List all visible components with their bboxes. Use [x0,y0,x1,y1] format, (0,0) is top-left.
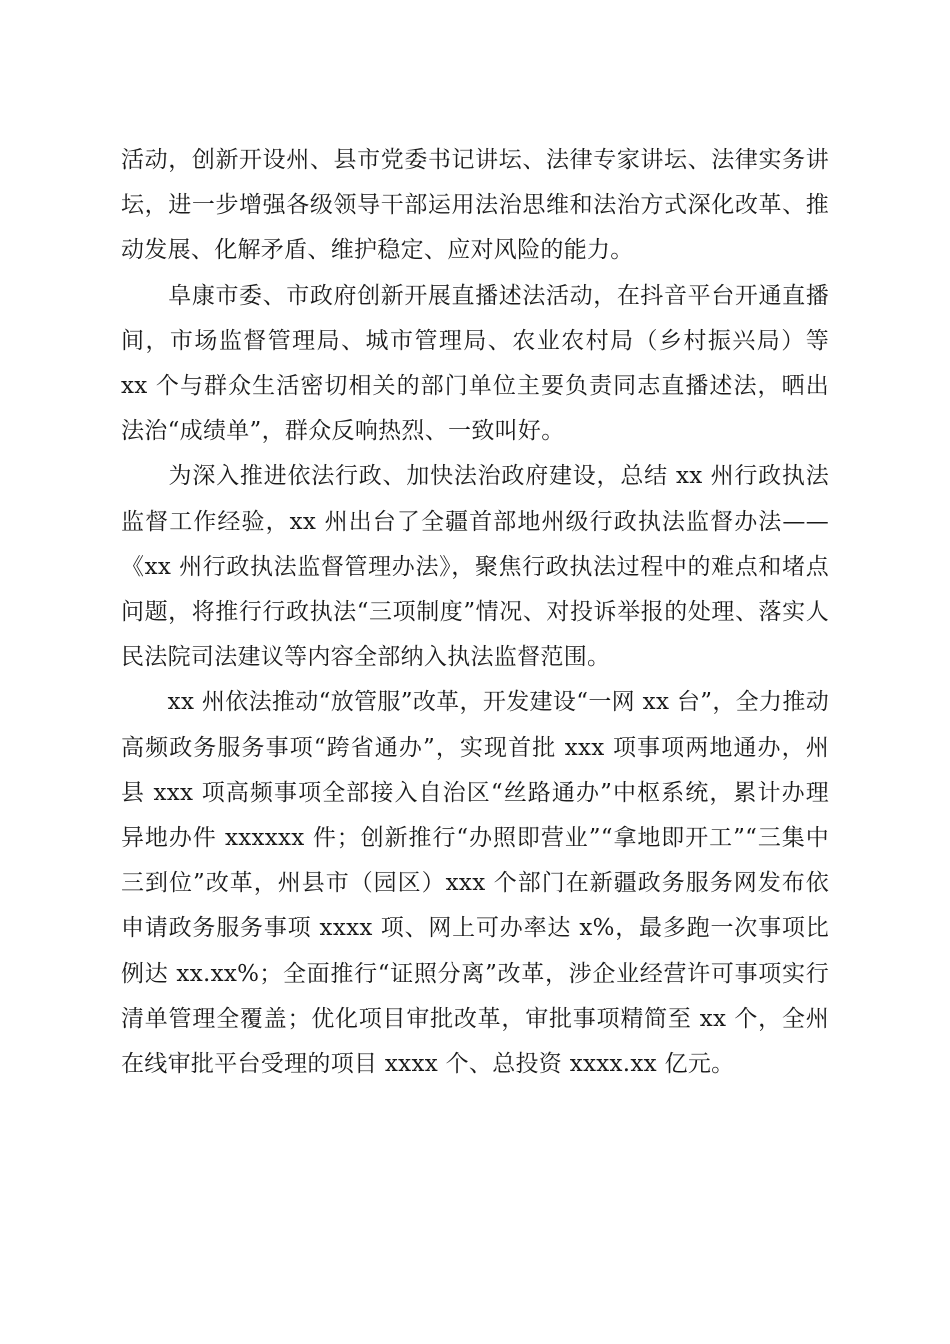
paragraph-enforcement-supervision: 为深入推进依法行政、加快法治政府建设，总结 xx 州行政执法监督工作经验，xx 州出台了全疆首部地州级行政执法监督办法——《xx 州行政执法监督管理办法》，聚焦行政执法过程中的难点和堵点问题，将推行行政执法“三项制度”情况、对投诉举报的处理、落实人民法院司法建议等内容全部纳入执法监督范围。 [121,463,829,671]
document-body [121,138,837,1087]
paragraph-training-forums: 活动，创新开设州、县市党委书记讲坛、法律专家讲坛、法律实务讲坛，进一步增强各级领导干部运用法治思维和法治方式深化改革、推动发展、化解矛盾、维护稳定、应对风险的能力。 [121,147,829,264]
paragraph-fangguanfu-reform: xx 州依法推动“放管服”改革，开发建设“一网 xx 台”，全力推动高频政务服务事项“跨省通办”，实现首批 xxx 项事项两地通办，州县 xxx 项高频事项全部接入自治区“丝路通办”中枢系统，累计办理异地办件 xxxxxx 件；创新推行“办照即营业”“拿地即开工”“三集中三到位”改革，州县市（园区）xxx 个部门在新疆政务服务网发布依申请政务服务事项 xxxx 项、网上可办率达 x%，最多跑一次事项比例达 xx.xx%；全面推行“证照分离”改革，涉企业经营许可事项实行清单管理全覆盖；优化项目审批改革，审批事项精简至 xx 个，全州在线审批平台受理的项目 xxxx 个、总投资 xxxx.xx 亿元。 [121,689,829,1078]
paragraph-fukang-livestream: 阜康市委、市政府创新开展直播述法活动，在抖音平台开通直播间，市场监督管理局、城市管理局、农业农村局（乡村振兴局）等 xx 个与群众生活密切相关的部门单位主要负责同志直播述法，晒出法治“成绩单”，群众反响热烈、一致叫好。 [121,282,837,445]
